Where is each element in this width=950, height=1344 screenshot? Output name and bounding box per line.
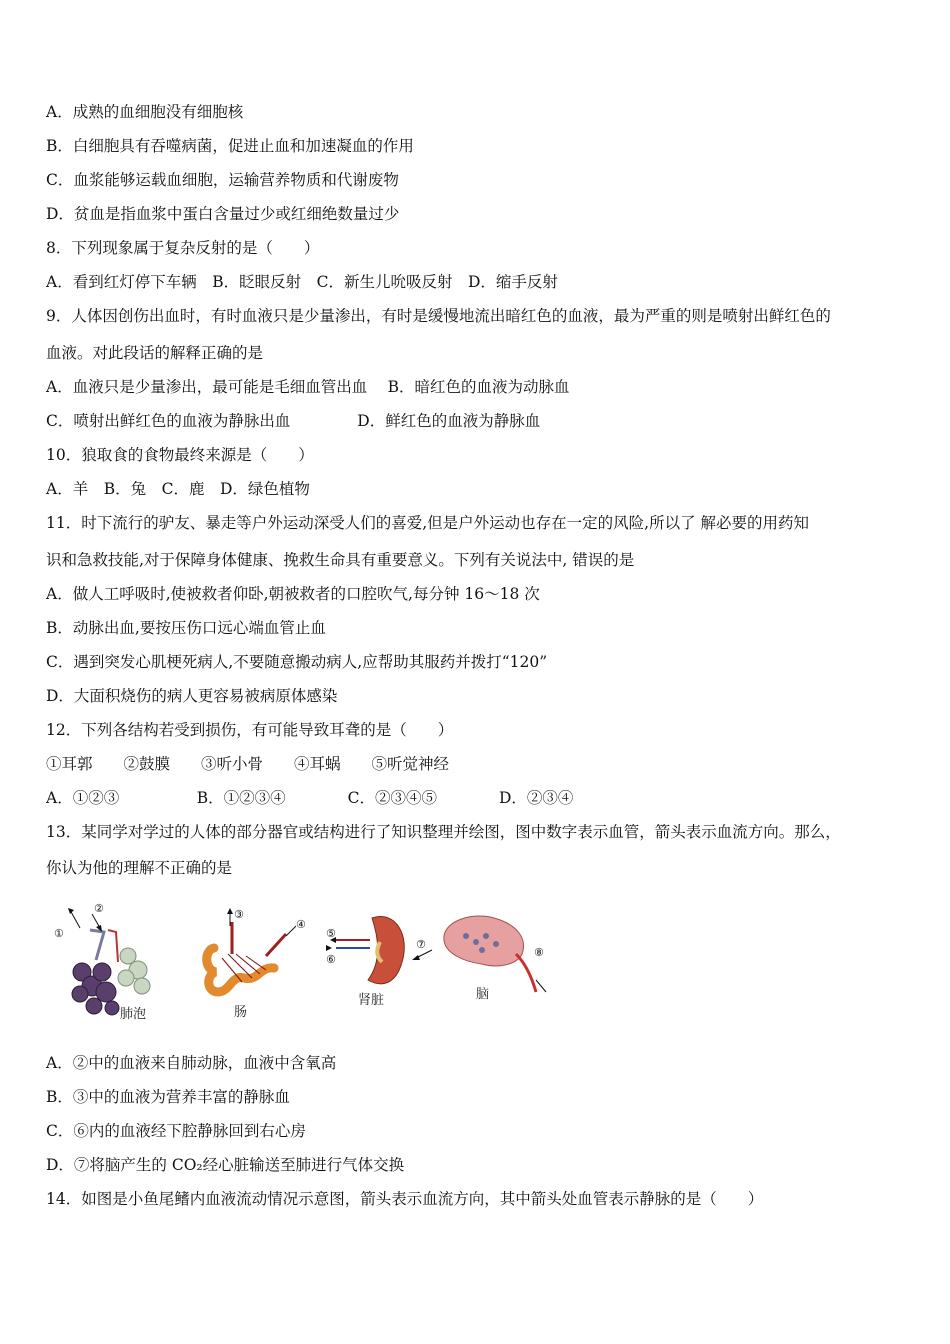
num-8: ⑧ <box>534 946 544 959</box>
q13-stem-line2: 你认为他的理解不正确的是 <box>46 859 233 877</box>
intestine-illustration <box>207 908 306 1020</box>
q7-option-d: D．贫血是指血浆中蛋白含量过少或红细绝数量过少 <box>46 205 400 223</box>
q9-options-cd: C．喷射出鲜红色的血液为静脉出血 D．鲜红色的血液为静脉血 <box>46 412 541 430</box>
q11-option-d: D．大面积烧伤的病人更容易被病原体感染 <box>46 687 338 705</box>
label-lung: 肺泡 <box>120 1007 147 1022</box>
q7-option-a: A．成熟的血细胞没有细胞核 <box>46 103 244 121</box>
brain-illustration <box>412 916 546 1002</box>
kidney-illustration <box>326 917 404 1008</box>
figure-svg <box>46 892 566 1032</box>
q11-option-a: A．做人工呼吸时,使被救者仰卧,朝被救者的口腔吹气,每分钟 16～18 次 <box>46 585 540 603</box>
label-intestine: 肠 <box>234 1005 248 1020</box>
q11-option-b: B．动脉出血,要按压伤口远心端血管止血 <box>46 619 326 637</box>
num-7: ⑦ <box>416 938 426 951</box>
q11-stem-line1: 11．时下流行的驴友、暴走等户外运动深受人们的喜爱,但是户外运动也存在一定的风险,所以了 解必要的用药知 <box>46 514 810 532</box>
q13-option-b: B．③中的血液为营养丰富的静脉血 <box>46 1088 290 1106</box>
q11-stem-line2: 识和急救技能,对于保障身体健康、挽救生命具有重要意义。下列有关说法中, 错误的是 <box>46 551 635 569</box>
q12-options: A．①②③ B．①②③④ C．②③④⑤ D．②③④ <box>46 789 574 807</box>
num-5: ⑤ <box>326 927 336 940</box>
q8-stem: 8．下列现象属于复杂反射的是（ ） <box>46 239 320 257</box>
q12-structures: ①耳郭 ②鼓膜 ③听小骨 ④耳蜗 ⑤听觉神经 <box>46 755 450 773</box>
q9-stem-line1: 9．人体因创伤出血时，有时血液只是少量渗出，有时是缓慢地流出暗红色的血液，最为严重的则是喷射出鲜红色的 <box>46 307 831 325</box>
q9-stem-line2: 血液。对此段话的解释正确的是 <box>46 344 264 362</box>
label-brain: 脑 <box>476 987 490 1002</box>
q10-stem: 10．狼取食的食物最终来源是（ ） <box>46 446 314 464</box>
label-kidney: 肾脏 <box>358 993 385 1008</box>
q7-option-b: B．白细胞具有吞噬病菌，促进止血和加速凝血的作用 <box>46 137 414 155</box>
q10-options: A．羊 B．兔 C．鹿 D．绿色植物 <box>46 480 310 498</box>
num-6: ⑥ <box>326 953 336 966</box>
num-3: ③ <box>234 908 244 921</box>
q11-option-c: C．遇到突发心肌梗死病人,不要随意搬动病人,应帮助其服药并拨打“120” <box>46 653 548 671</box>
lung-alveoli-illustration <box>54 902 150 1022</box>
q13-option-c: C．⑥内的血液经下腔静脉回到右心房 <box>46 1122 306 1140</box>
q13-option-a: A．②中的血液来自肺动脉，血液中含氧高 <box>46 1054 337 1072</box>
q13-stem-line1: 13．某同学对学过的人体的部分器官或结构进行了知识整理并绘图，图中数字表示血管，箭头表示血流方向。那么， <box>46 823 841 841</box>
q8-options: A．看到红灯停下车辆 B．眨眼反射 C．新生儿吮吸反射 D．缩手反射 <box>46 273 558 291</box>
q12-stem: 12．下列各结构若受到损伤，有可能导致耳聋的是（ ） <box>46 721 454 739</box>
q13-option-d: D．⑦将脑产生的 CO₂经心脏输送至肺进行气体交换 <box>46 1156 405 1174</box>
q14-stem: 14．如图是小鱼尾鳍内血液流动情况示意图，箭头表示血流方向，其中箭头处血管表示静脉的是（ ） <box>46 1190 764 1208</box>
num-1: ① <box>54 927 64 940</box>
num-2: ② <box>94 902 104 915</box>
organ-blood-flow-figure <box>46 892 566 1032</box>
q7-option-c: C．血浆能够运载血细胞，运输营养物质和代谢废物 <box>46 171 399 189</box>
q9-options-ab: A．血液只是少量渗出，最可能是毛细血管出血 B．暗红色的血液为动脉血 <box>46 378 570 396</box>
num-4: ④ <box>296 918 306 931</box>
